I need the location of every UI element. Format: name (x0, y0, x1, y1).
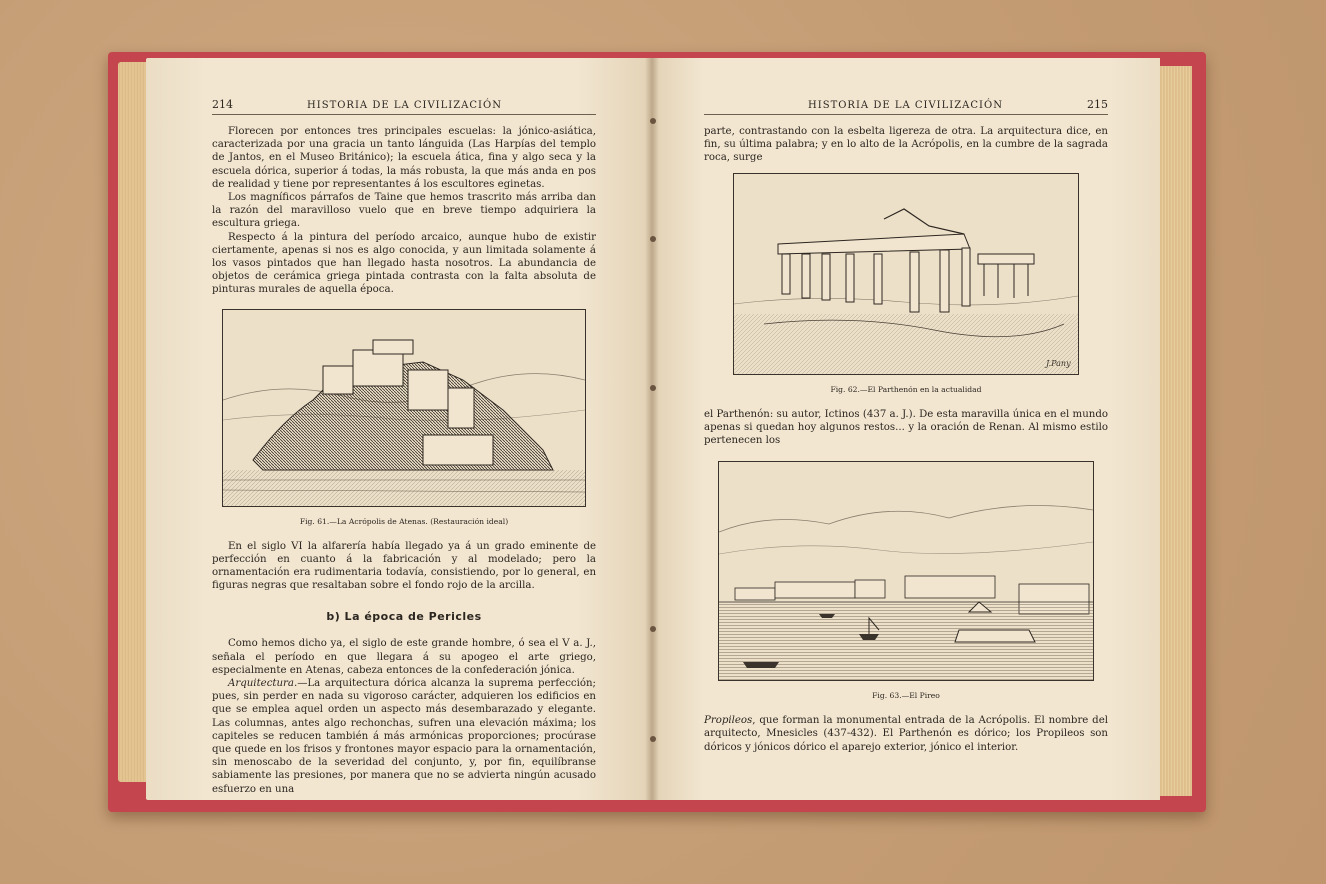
arquitectura-text: —La arquitectura dórica alcanza la suprema perfección; pues, sin perder en nada su vigoroso carácter, adquieren los edificios en que se emplea aquel orden un aspecto más desembarazado y elegante. Las columnas, antes algo rechonchas, sufren una elevación máxima; los capiteles se reducen también á más armónicas proporciones; procúrase que quede en los frisos y frontones mayor espacio para la ornamentación, sin menoscabo de la severidad del conjunto, y, por fin, equilíbranse sabiamente las presiones, por manera que no se advierta ningún acusado esfuerzo en una (212, 678, 596, 795)
right-running-title: HISTORIA DE LA CIVILIZACIÓN (808, 100, 1003, 111)
section-title: b) La época de Pericles (326, 610, 482, 624)
left-paragraph-6 (212, 677, 596, 796)
binding-stitch (650, 626, 656, 632)
binding-stitch (650, 236, 656, 242)
left-paragraph-5: Como hemos dicho ya, el siglo de este grande hombre, ó sea el V a. J., señala el período en que llegara á su apogeo el arte griego, especialmente en Atenas, cabeza entonces de la confederación jónica. (212, 638, 596, 676)
figure-63-caption: Fig. 63.—El Pireo (872, 691, 940, 701)
binding-stitch (650, 736, 656, 742)
binding-stitch (650, 118, 656, 124)
binding-stitch (650, 385, 656, 391)
figure-61-caption: Fig. 61.—La Acrópolis de Atenas. (Restauración ideal) (299, 516, 509, 526)
figure-62-caption: Fig. 62.—El Parthenón en la actualidad (830, 384, 982, 394)
left-paragraph-3: Respecto á la pintura del período arcaico, aunque hubo de existir ciertamente, apenas si nos es algo conocida, y aun limitada solamente á los vasos pintados que han llegado hasta nosotros. La abundancia de objetos de cerámica griega pintada contrasta con la falta absoluta de pinturas murales de aquella época. (212, 231, 596, 296)
left-page (146, 58, 652, 800)
right-paragraph-2: el Parthenón: su autor, Ictinos (437 a. J.). De esta maravilla única en el mundo apenas si quedan hoy algunos restos... y la oración de Renan. Al mismo estilo pertenecen los (704, 408, 1108, 447)
left-paragraph-1: Florecen por entonces tres principales escuelas: la jónico-asiática, caracterizada por una gracia un tanto lánguida (Las Harpías del templo de Jantos, en el Museo Británico); la escuela ática, fina y algo seca y la escuela dórica, superior á todas, la más robusta, la que más anda en pos de realidad y tiene por representantes á los escultores eginetas. (212, 126, 596, 190)
left-running-head (212, 98, 596, 115)
propileos-text: , que forman la monumental entrada de la Acrópolis. El nombre del arquitecto, Mnesicles (437-432). El Parthenón es dórico; los Propileos son dóricos y jónicos dórico el aparejo exterior, jónico el interior. (704, 715, 1108, 753)
arquitectura-label: Arquitectura. (228, 678, 298, 690)
propileos-label: Propileos (704, 715, 753, 727)
right-page (652, 58, 1160, 800)
parthenon-signature: J.Pany (1046, 358, 1071, 368)
book-gutter (645, 58, 659, 800)
right-running-head (704, 98, 1108, 115)
left-paragraph-2: Los magníficos párrafos de Taine que hemos trascrito más arriba dan la razón del maravilloso vuelo que en breve tiempo adquiriera la escultura griega. (212, 192, 596, 230)
left-running-title: HISTORIA DE LA CIVILIZACIÓN (307, 100, 502, 111)
figure-pireo (718, 461, 1094, 681)
right-paragraph-1: parte, contrastando con la esbelta ligereza de otra. La arquitectura dice, en fin, su última palabra; y en lo alto de la Acrópolis, en la cumbre de la sagrada roca, surge (704, 126, 1108, 164)
figure-acropolis (222, 309, 586, 507)
left-paragraph-4: En el siglo VI la alfarería había llegado ya á un grado eminente de perfección en cuanto á la fabricación y al modelado; pero la ornamentación era rudimentaria todavía, consistiendo, por lo general, en figuras negras que resaltaban sobre el fondo rojo de la arcilla. (212, 540, 596, 592)
figure-parthenon (733, 173, 1079, 375)
right-page-number: 215 (1086, 98, 1108, 111)
right-paragraph-3 (704, 714, 1108, 754)
left-page-number: 214 (212, 98, 233, 111)
